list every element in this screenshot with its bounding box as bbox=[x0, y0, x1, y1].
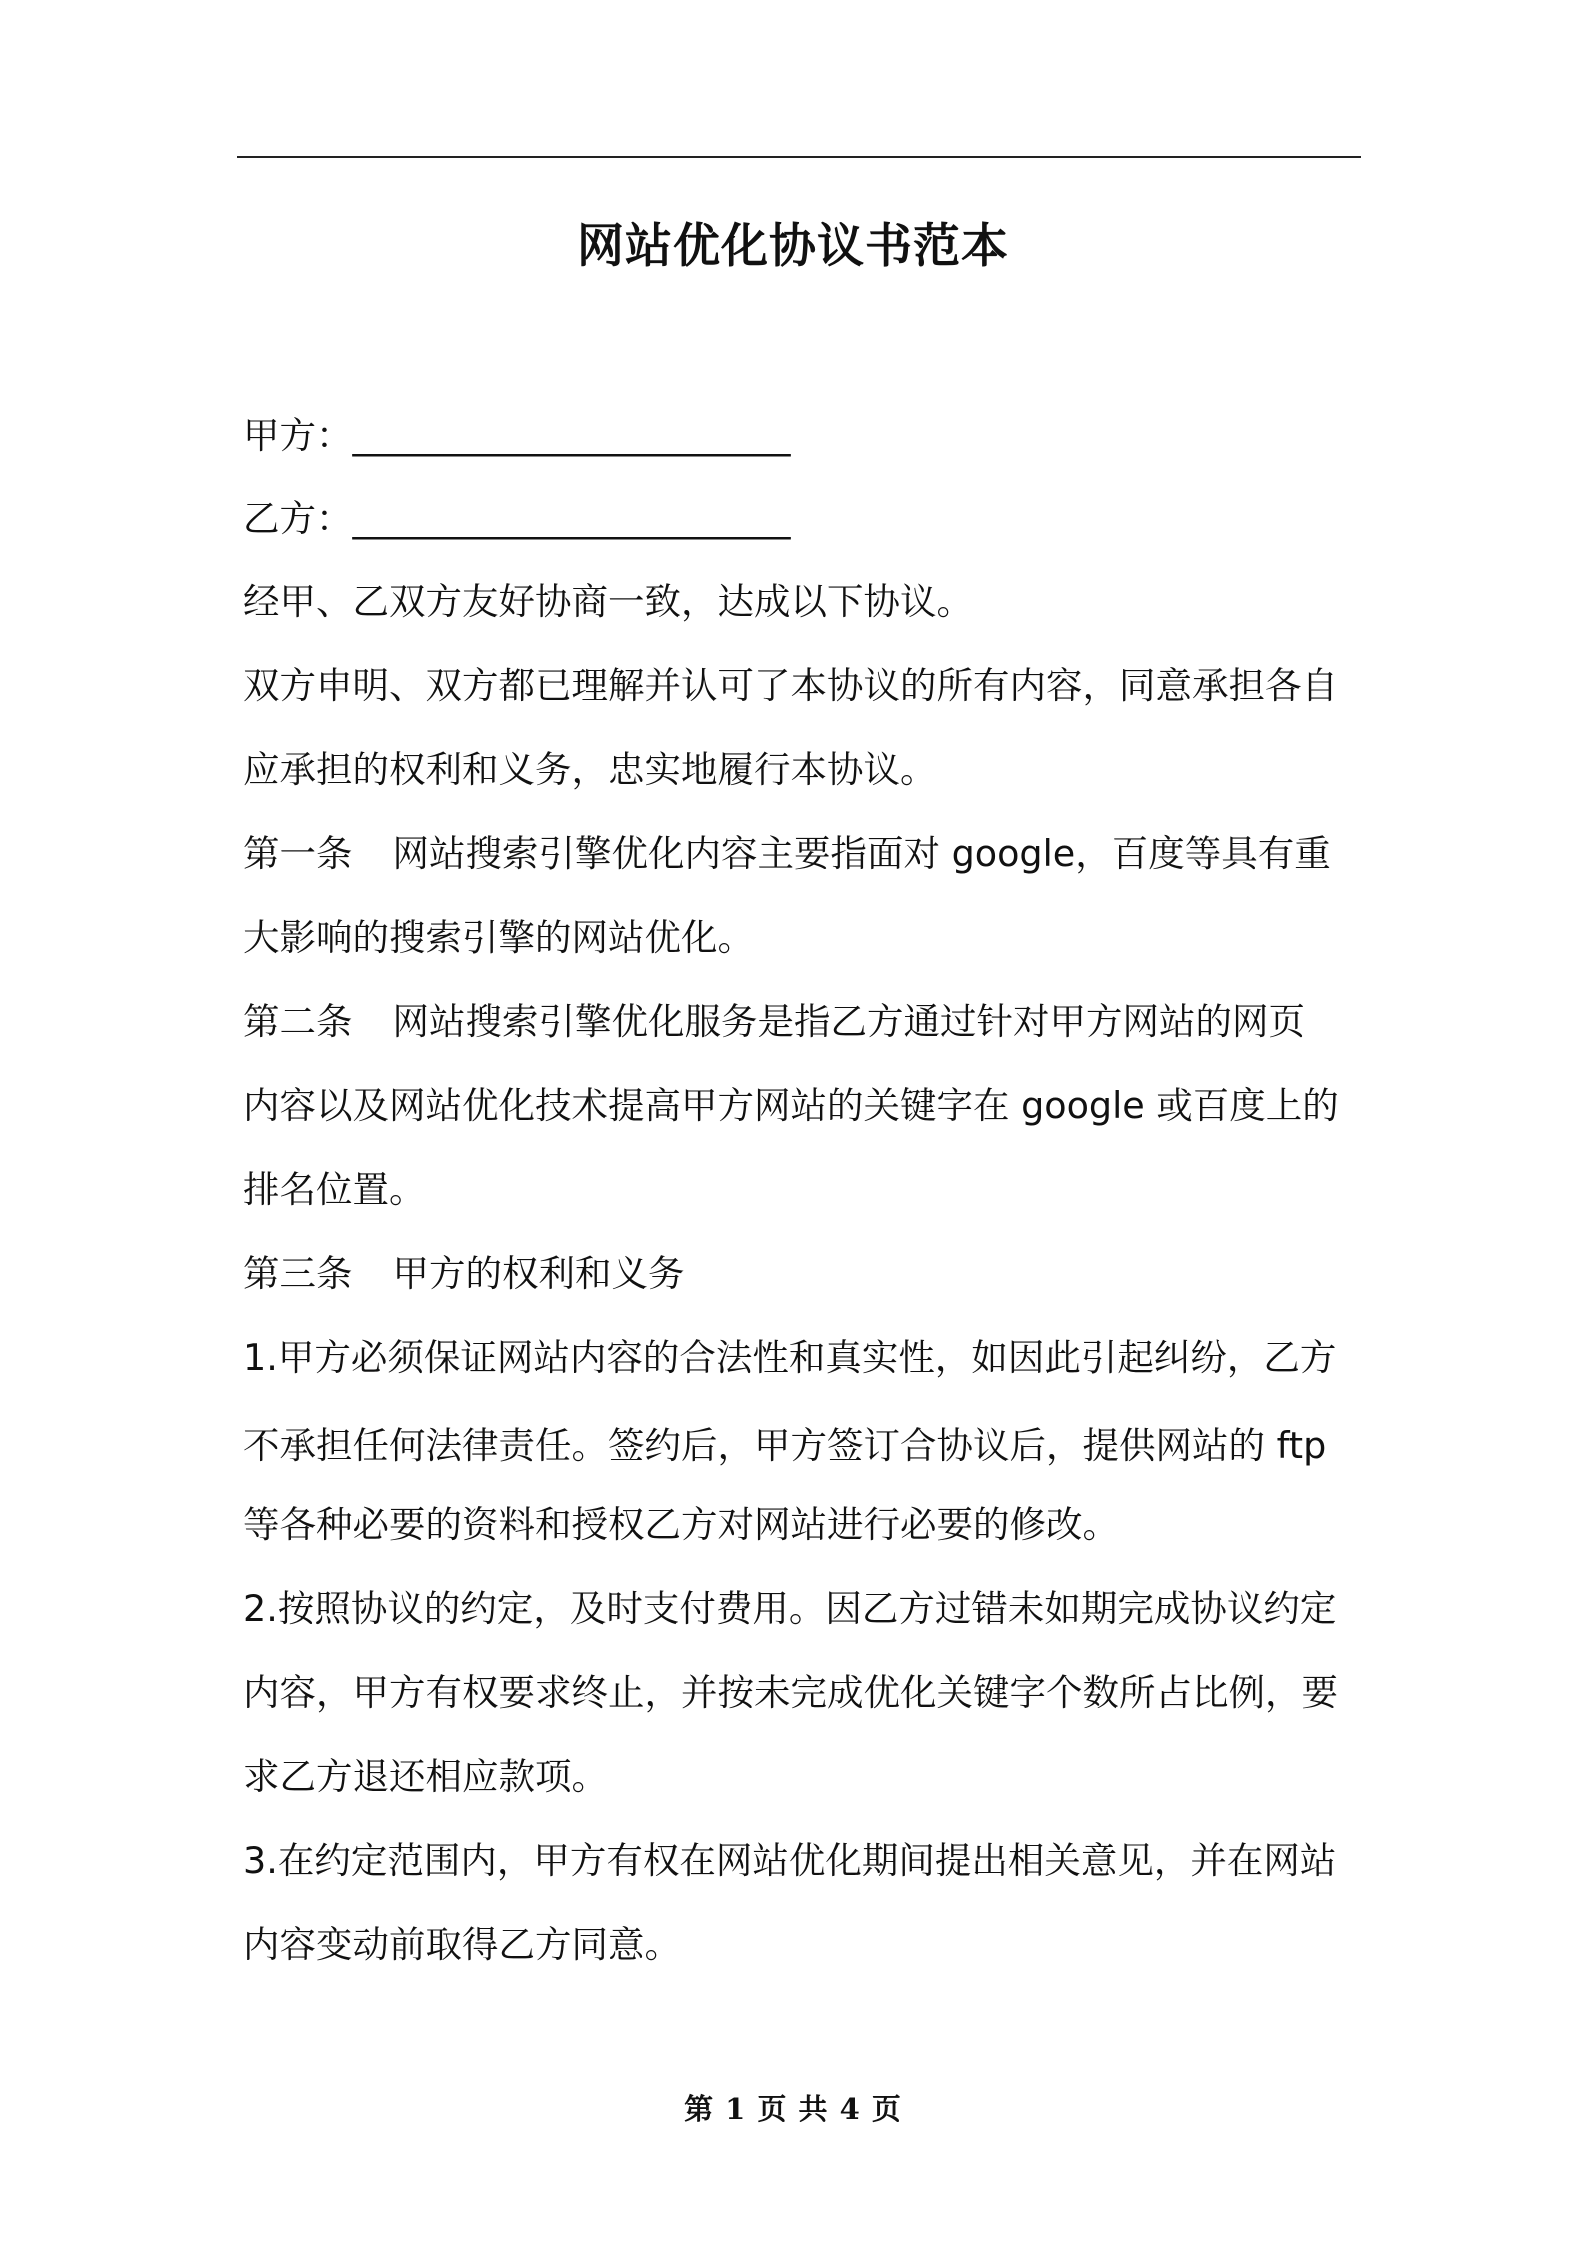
article-2-line bbox=[243, 992, 1363, 1052]
article-2-text: 网站搜索引擎优化服务是指乙方通过针对甲方网站的网页 bbox=[392, 1000, 1305, 1043]
page-indicator: 第 1 页 共 4 页 bbox=[684, 2092, 902, 2126]
document-title: 网站优化协议书范本 bbox=[577, 219, 1009, 274]
article-2-label: 第二条 bbox=[243, 1000, 353, 1043]
item-1-line: 不承担任何法律责任。签约后，甲方签订合协议后，提供网站的 ftp bbox=[243, 1424, 1327, 1467]
article-1-text: 网站搜索引擎优化内容主要指面对 google，百度等具有重 bbox=[392, 832, 1331, 875]
article-1-line bbox=[243, 824, 1363, 884]
article-3-heading bbox=[243, 1244, 1363, 1304]
article-1-line: 大影响的搜索引擎的网站优化。 bbox=[243, 916, 754, 959]
item-2-line: 内容，甲方有权要求终止，并按未完成优化关键字个数所占比例，要 bbox=[243, 1671, 1338, 1714]
party-b-line: 乙方：________________________ bbox=[243, 497, 791, 540]
party-a-line: 甲方：________________________ bbox=[243, 414, 791, 457]
item-2-line: 求乙方退还相应款项。 bbox=[243, 1755, 608, 1798]
article-2-line: 排名位置。 bbox=[243, 1168, 426, 1211]
article-3-title: 甲方的权利和义务 bbox=[392, 1252, 685, 1295]
article-1-label: 第一条 bbox=[243, 832, 353, 875]
item-2-line: 2.按照协议的约定，及时支付费用。因乙方过错未如期完成协议约定 bbox=[243, 1587, 1337, 1630]
declaration-line: 双方申明、双方都已理解并认可了本协议的所有内容，同意承担各自 bbox=[243, 664, 1338, 707]
item-3-line: 内容变动前取得乙方同意。 bbox=[243, 1923, 681, 1966]
article-2-line: 内容以及网站优化技术提高甲方网站的关键字在 google 或百度上的 bbox=[243, 1084, 1339, 1127]
item-3-line: 3.在约定范围内，甲方有权在网站优化期间提出相关意见，并在网站 bbox=[243, 1839, 1337, 1882]
declaration-line: 应承担的权利和义务，忠实地履行本协议。 bbox=[243, 748, 937, 791]
article-3-label: 第三条 bbox=[243, 1252, 353, 1295]
top-rule bbox=[237, 156, 1361, 158]
item-1-line: 等各种必要的资料和授权乙方对网站进行必要的修改。 bbox=[243, 1503, 1119, 1546]
item-1-line: 1.甲方必须保证网站内容的合法性和真实性，如因此引起纠纷，乙方 bbox=[243, 1336, 1337, 1379]
intro-paragraph: 经甲、乙双方友好协商一致，达成以下协议。 bbox=[243, 580, 973, 623]
